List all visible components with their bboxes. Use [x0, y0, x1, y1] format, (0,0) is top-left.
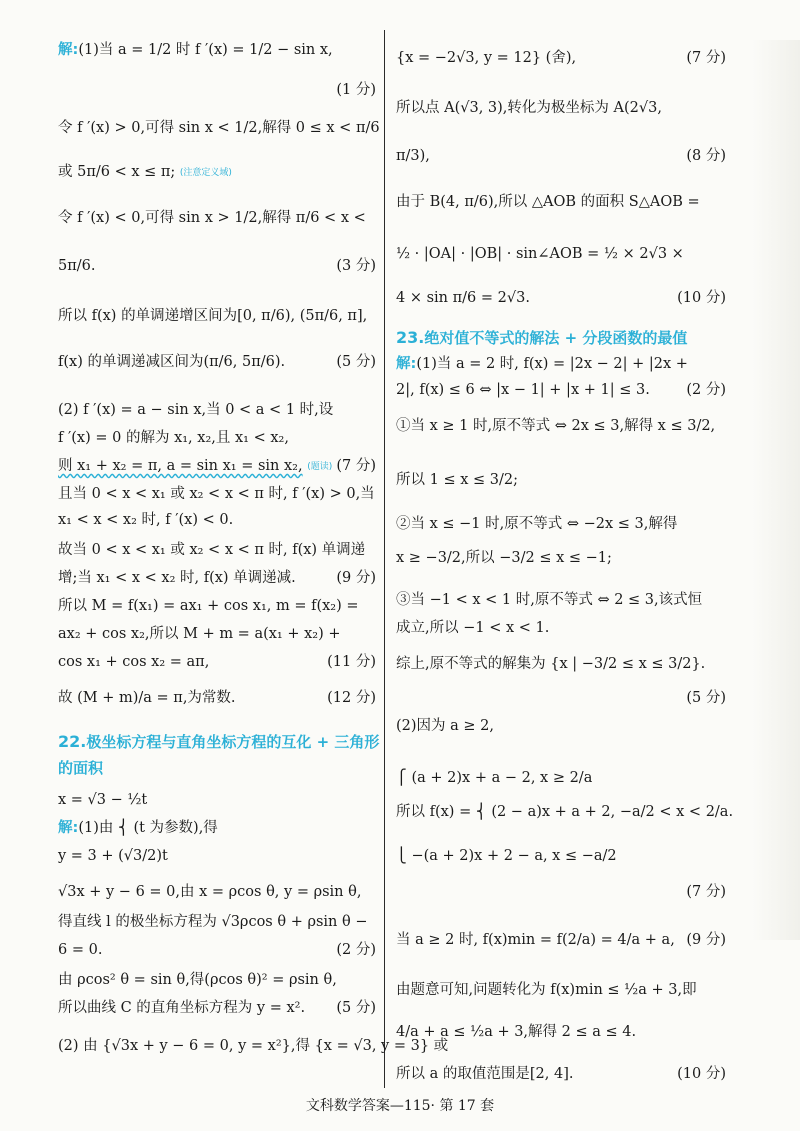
line-text: 所以 1 ≤ x ≤ 3/2; — [396, 472, 518, 488]
answer-line — [58, 652, 376, 672]
score-marker: (2 分) — [336, 942, 376, 958]
question-heading-cont — [58, 756, 376, 780]
answer-line — [396, 768, 726, 788]
score-marker: (8 分) — [686, 148, 726, 164]
question-number: 23. — [396, 328, 425, 347]
line-text: (1)由 ⎨ (t 为参数),得 — [78, 820, 218, 836]
line-text: 故当 0 < x < x₁ 或 x₂ < x < π 时, f(x) 单调递 — [58, 542, 366, 558]
answer-line — [58, 456, 376, 477]
line-text: ax₂ + cos x₂,所以 M + m = a(x₁ + x₂) + — [58, 626, 341, 642]
question-topic-cont: 的面积 — [58, 759, 104, 777]
line-text: π/3), — [396, 148, 430, 164]
answer-line — [58, 790, 376, 810]
score-marker: (7 分) — [686, 884, 726, 900]
line-text: 令 f ′(x) > 0,可得 sin x < 1/2,解得 0 ≤ x < π/6 — [58, 120, 380, 136]
score-marker: (5 分) — [336, 1000, 376, 1016]
line-text: 则 x₁ + x₂ = π, a = sin x₁ = sin x₂, — [58, 458, 303, 474]
line-text: 所以 f(x) 的单调递增区间为[0, π/6), (5π/6, π], — [58, 308, 368, 324]
line-text: x₁ < x < x₂ 时, f ′(x) < 0. — [58, 512, 234, 528]
answer-line — [58, 352, 376, 372]
line-text: ③当 −1 < x < 1 时,原不等式 ⇔ 2 ≤ 3,该式恒 — [396, 592, 703, 608]
answer-line — [58, 846, 376, 866]
line-text: 由于 B(4, π/6),所以 △AOB 的面积 S△AOB = — [396, 194, 700, 210]
answer-line — [58, 1036, 449, 1056]
line-text: 综上,原不等式的解集为 {x | −3/2 ≤ x ≤ 3/2}. — [396, 656, 706, 672]
line-text: 令 f ′(x) < 0,可得 sin x > 1/2,解得 π/6 < x < — [58, 210, 366, 226]
answer-line — [396, 846, 726, 866]
answer-line — [58, 912, 376, 932]
answer-line — [396, 980, 726, 1000]
answer-line — [396, 654, 726, 674]
answer-line — [58, 510, 376, 530]
line-text: (2) f ′(x) = a − sin x,当 0 < a < 1 时,设 — [58, 402, 334, 418]
line-text: ⎧ (a + 2)x + a − 2, x ≥ 2/a — [396, 770, 593, 786]
line-text: 2|, f(x) ≤ 6 ⇔ |x − 1| + |x + 1| ≤ 3. — [396, 382, 650, 398]
line-text: x ≥ −3/2,所以 −3/2 ≤ x ≤ −1; — [396, 550, 612, 566]
answer-line — [58, 970, 376, 990]
line-text: ½ · |OA| · |OB| · sin∠AOB = ½ × 2√3 × — [396, 246, 684, 262]
column-divider — [384, 30, 385, 1088]
line-text: ①当 x ≥ 1 时,原不等式 ⇔ 2x ≤ 3,解得 x ≤ 3/2, — [396, 418, 716, 434]
answer-line — [396, 590, 726, 610]
answer-line — [396, 146, 726, 166]
score-marker: (10 分) — [677, 1066, 726, 1082]
line-text: 4 × sin π/6 = 2√3. — [396, 290, 530, 306]
answer-line — [396, 380, 726, 400]
answer-line — [58, 256, 376, 276]
page-footer: 文科数学答案—115· 第 17 套 — [305, 1098, 495, 1114]
answer-line — [58, 596, 376, 616]
question-heading — [396, 326, 726, 350]
question-topic: 极坐标方程与直角坐标方程的互化 + 三角形 — [86, 733, 380, 751]
line-text: √3x + y − 6 = 0,由 x = ρcos θ, y = ρsin θ, — [58, 884, 362, 900]
answer-line — [396, 416, 726, 436]
answer-line — [58, 998, 376, 1018]
solution-label: 解: — [58, 42, 79, 58]
score-marker: (5 分) — [686, 690, 726, 706]
score-marker: (9 分) — [686, 932, 726, 948]
answer-line — [58, 162, 376, 183]
line-text: ②当 x ≤ −1 时,原不等式 ⇔ −2x ≤ 3,解得 — [396, 516, 678, 532]
solution-label: 解: — [58, 820, 79, 836]
answer-line — [396, 1064, 726, 1084]
question-heading — [58, 730, 380, 754]
score-marker: (11 分) — [327, 654, 376, 670]
answer-line — [58, 568, 376, 588]
score-marker: (12 分) — [327, 690, 376, 706]
answer-line — [58, 306, 376, 326]
line-text: 4/a + a ≤ ½a + 3,解得 2 ≤ a ≤ 4. — [396, 1024, 637, 1040]
answer-line — [58, 208, 376, 228]
score-marker: (7 分) — [686, 50, 726, 66]
paper-edge-shadow — [752, 40, 800, 940]
line-text: 5π/6. — [58, 258, 96, 274]
score-marker: (3 分) — [336, 258, 376, 274]
line-text: f(x) 的单调递减区间为(π/6, 5π/6). — [58, 354, 286, 370]
line-text: f ′(x) = 0 的解为 x₁, x₂,且 x₁ < x₂, — [58, 430, 289, 446]
line-text: 所以点 A(√3, 3),转化为极坐标为 A(2√3, — [396, 100, 662, 116]
line-text: (2)因为 a ≥ 2, — [396, 718, 494, 734]
line-text: (2) 由 {√3x + y − 6 = 0, y = x²},得 {x = √3, y = 3} 或 — [58, 1038, 449, 1054]
answer-line — [396, 192, 726, 212]
line-text: 由 ρcos² θ = sin θ,得(ρcos θ)² = ρsin θ, — [58, 972, 337, 988]
line-text: 所以 f(x) = ⎨ (2 − a)x + a + 2, −a/2 < x < 2/a. — [396, 804, 734, 820]
answer-line — [58, 540, 376, 560]
answer-line — [396, 618, 726, 638]
answer-line — [396, 288, 726, 308]
line-text: y = 3 + (√3/2)t — [58, 848, 168, 864]
line-text: 增;当 x₁ < x < x₂ 时, f(x) 单调递减. — [58, 570, 296, 586]
score-marker: (5 分) — [336, 354, 376, 370]
answer-line — [396, 48, 726, 68]
margin-note: (题读) — [307, 462, 333, 472]
score-marker: (2 分) — [686, 382, 726, 398]
score-marker: (7 分) — [336, 458, 376, 474]
answer-line — [58, 400, 376, 420]
answer-line — [58, 940, 376, 960]
answer-line — [58, 428, 376, 448]
answer-line — [396, 930, 726, 950]
line-text: 当 a ≥ 2 时, f(x)min = f(2/a) = 4/a + a, — [396, 932, 675, 948]
answer-line — [396, 548, 726, 568]
answer-line — [396, 470, 726, 490]
solution-label: 解: — [396, 356, 417, 372]
answer-line — [58, 688, 376, 708]
line-text: 故 (M + m)/a = π,为常数. — [58, 690, 236, 706]
line-text: ⎩ −(a + 2)x + 2 − a, x ≤ −a/2 — [396, 848, 617, 864]
line-text: 所以 a 的取值范围是[2, 4]. — [396, 1066, 574, 1082]
answer-line — [396, 354, 726, 374]
line-text: cos x₁ + cos x₂ = aπ, — [58, 654, 210, 670]
line-text: 由题意可知,问题转化为 f(x)min ≤ ½a + 3,即 — [396, 982, 697, 998]
line-text: {x = −2√3, y = 12} (舍), — [396, 50, 577, 66]
answer-line — [396, 716, 726, 736]
answer-line — [396, 98, 726, 118]
answer-line — [396, 802, 734, 822]
answer-line — [58, 624, 376, 644]
line-text: 所以 M = f(x₁) = ax₁ + cos x₁, m = f(x₂) = — [58, 598, 359, 614]
line-text: 得直线 l 的极坐标方程为 √3ρcos θ + ρsin θ − — [58, 914, 368, 930]
score-marker: (1 分) — [336, 82, 376, 98]
line-text: x = √3 − ½t — [58, 792, 148, 808]
line-text: 且当 0 < x < x₁ 或 x₂ < x < π 时, f ′(x) > 0,当 — [58, 486, 375, 502]
answer-line — [396, 1022, 726, 1042]
answer-line — [58, 818, 376, 838]
answer-line — [58, 484, 376, 504]
margin-note: (注意定义域) — [179, 168, 232, 178]
question-number: 22. — [58, 732, 87, 751]
score-marker: (9 分) — [336, 570, 376, 586]
line-text: 或 5π/6 < x ≤ π; — [58, 164, 176, 180]
score-marker: (10 分) — [677, 290, 726, 306]
answer-line — [396, 244, 726, 264]
line-text: 6 = 0. — [58, 942, 103, 958]
answer-line — [58, 118, 380, 138]
answer-line — [396, 514, 726, 534]
question-topic: 绝对值不等式的解法 + 分段函数的最值 — [424, 329, 688, 347]
line-text: (1)当 a = 2 时, f(x) = |2x − 2| + |2x + — [416, 356, 688, 372]
answer-line — [58, 882, 376, 902]
line-text: (1)当 a = 1/2 时 f ′(x) = 1/2 − sin x, — [78, 42, 333, 58]
line-text: 所以曲线 C 的直角坐标方程为 y = x². — [58, 1000, 306, 1016]
answer-line — [58, 40, 376, 60]
line-text: 成立,所以 −1 < x < 1. — [396, 620, 550, 636]
